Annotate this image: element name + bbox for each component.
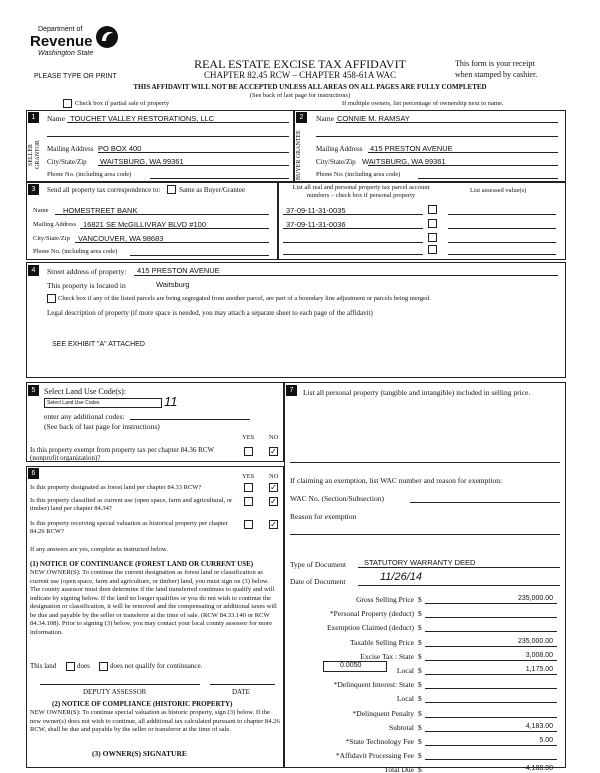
does-not-label: does not qualify for continuance. bbox=[110, 662, 203, 670]
tax-row-currency: $ bbox=[418, 709, 422, 718]
seller-name-field[interactable]: TOUCHET VALLEY RESTORATIONS, LLC bbox=[70, 114, 215, 123]
personal-property-label: List all personal property (tangible and intangible) included in selling price. bbox=[303, 388, 531, 397]
this-land-label: This land bbox=[30, 662, 57, 670]
tax-row-value[interactable]: 5.00 bbox=[539, 737, 553, 744]
compliance-body: NEW OWNER(S): To continue special valuation as historic property, sign (3) below. If the new owner(s) does not wish to continue, all additional tax calculated pursuant to chapter 84.26 RCW, shall be due and payable by the seller or transferor at the time of sale. bbox=[30, 709, 280, 733]
buyer-name-label: Name bbox=[316, 114, 334, 123]
exhibit-text[interactable]: SEE EXHIBIT "A" ATTACHED bbox=[52, 341, 145, 348]
segregated-label: Check box if any of the listed parcels are being segregated from another parcel, are part of a boundary line adjustment or parcels being merged. bbox=[58, 295, 431, 302]
wac-label: WAC No. (Section/Subsection) bbox=[290, 494, 384, 503]
tax-row-label: Taxable Selling Price bbox=[349, 638, 414, 647]
corr-city-label: City/State/Zip bbox=[33, 235, 70, 242]
tax-row-currency: $ bbox=[418, 765, 422, 773]
historic-yes-checkbox[interactable] bbox=[244, 520, 253, 529]
seller-city-field[interactable]: WAITSBURG, WA 99361 bbox=[100, 157, 184, 166]
street-label: Street address of property: bbox=[47, 267, 127, 276]
buyer-mail-field[interactable]: 415 PRESTON AVENUE bbox=[370, 144, 453, 153]
form-chapter: CHAPTER 82.45 RCW – CHAPTER 458-61A WAC bbox=[204, 70, 396, 80]
deputy-signature-line[interactable] bbox=[40, 684, 200, 685]
property-section bbox=[26, 262, 566, 378]
buyer-phone-label: Phone No. (including area code) bbox=[316, 171, 401, 178]
if-yes-note: If any answers are yes, complete as instructed below. bbox=[30, 546, 168, 553]
buyer-city-label: City/State/Zip bbox=[316, 158, 356, 166]
compliance-title: (2) NOTICE OF COMPLIANCE (HISTORIC PROPERTY) bbox=[52, 700, 233, 708]
section5-no-header: NO bbox=[269, 434, 279, 441]
doc-date-label: Date of Document bbox=[290, 577, 346, 586]
corr-name-label: Name bbox=[33, 207, 49, 214]
parcel-assessed-field[interactable] bbox=[448, 214, 556, 215]
tax-row-label: *Personal Property (deduct) bbox=[329, 609, 414, 618]
section-1-number: 1 bbox=[28, 112, 39, 123]
tax-row-label: *Delinquent Interest: State bbox=[333, 680, 414, 689]
parcel-personal-checkbox[interactable] bbox=[428, 205, 437, 214]
tax-row-value[interactable]: 235,000.00 bbox=[517, 638, 553, 645]
owner-signature-title: (3) OWNER(S) SIGNATURE bbox=[92, 749, 187, 758]
additional-codes-label: enter any additional codes: bbox=[44, 412, 125, 421]
seller-mail-label: Mailing Address bbox=[47, 145, 94, 153]
warning-text: THIS AFFIDAVIT WILL NOT BE ACCEPTED UNLESS ALL AREAS ON ALL PAGES ARE FULLY COMPLETED bbox=[133, 83, 487, 91]
doc-date-field[interactable]: 11/26/14 bbox=[380, 571, 423, 583]
exempt-no-checkbox[interactable]: ✓ bbox=[270, 447, 277, 456]
tax-row-currency: $ bbox=[418, 609, 422, 618]
partial-sale-checkbox[interactable] bbox=[63, 99, 72, 108]
exemption-label: If claiming an exemption, list WAC number and reason for exemption: bbox=[290, 476, 503, 485]
buyer-name-field[interactable]: CONNIE M. RAMSAY bbox=[337, 114, 410, 123]
tax-row-currency: $ bbox=[418, 652, 422, 661]
form-title: REAL ESTATE EXCISE TAX AFFIDAVIT bbox=[194, 57, 406, 71]
see-back-text: (See back of last page for instructions) bbox=[249, 92, 351, 99]
tax-row-label: *Affidavit Processing Fee bbox=[335, 751, 414, 760]
tax-row-label: *Delinquent Penalty bbox=[352, 709, 414, 718]
corr-name-field[interactable]: HOMESTREET BANK bbox=[63, 206, 138, 215]
reason-label: Reason for exemption bbox=[290, 512, 357, 521]
tax-row-label: Local bbox=[396, 694, 414, 703]
exempt-yes-checkbox[interactable] bbox=[244, 447, 253, 456]
does-not-qualify-checkbox[interactable] bbox=[99, 662, 108, 671]
current-use-no-checkbox[interactable]: ✓ bbox=[270, 497, 277, 506]
tax-row-currency: $ bbox=[418, 595, 422, 604]
revenue-logo bbox=[30, 22, 130, 66]
parcel-personal-checkbox[interactable] bbox=[428, 245, 437, 254]
seller-name-label: Name bbox=[47, 114, 65, 123]
tax-row-value[interactable]: 3,008.00 bbox=[525, 652, 553, 659]
tax-row-currency: $ bbox=[418, 694, 422, 703]
buyer-mail-label: Mailing Address bbox=[316, 145, 363, 153]
tax-row-label: Local bbox=[396, 666, 414, 675]
doc-type-field[interactable]: STATUTORY WARRANTY DEED bbox=[364, 558, 476, 567]
tax-row-value[interactable]: 1,175.00 bbox=[525, 666, 553, 673]
historic-no-checkbox[interactable]: ✓ bbox=[270, 520, 277, 529]
legal-desc-label: Legal description of property (if more space is needed, you may attach a separate sheet to each page of the affidavit) bbox=[47, 309, 373, 317]
tax-row-currency: $ bbox=[418, 680, 422, 689]
does-label: does bbox=[77, 662, 90, 670]
tax-row-currency: $ bbox=[418, 751, 422, 760]
logo-dept-state: Washington State bbox=[38, 50, 94, 57]
section6-yes-header: YES bbox=[242, 473, 255, 480]
doc-type-label: Type of Document bbox=[290, 560, 347, 569]
corr-mail-field[interactable]: 16821 SE McGILLIVRAY BLVD #100 bbox=[83, 220, 206, 229]
section-3-number: 3 bbox=[28, 184, 39, 195]
logo-dept-big: Revenue bbox=[30, 33, 93, 50]
multiple-owners-note: If multiple owners, list percentage of ownership next to name. bbox=[342, 100, 504, 107]
land-use-select[interactable] bbox=[44, 398, 162, 408]
tax-row-label: *State Technology Fee bbox=[345, 737, 414, 746]
parcel-personal-checkbox[interactable] bbox=[428, 233, 437, 242]
same-as-buyer-label: Same as Buyer/Grantee bbox=[179, 186, 246, 194]
section-5-number: 5 bbox=[28, 385, 39, 396]
street-field[interactable]: 415 PRESTON AVENUE bbox=[137, 266, 220, 275]
section-7-number: 7 bbox=[286, 385, 297, 396]
buyer-city-field[interactable]: WAITSBURG, WA 99361 bbox=[362, 157, 446, 166]
continuance-body: NEW OWNER(S): To continue the current designation as forest land or classification as current use (open space, farm and agriculture, or timber) land, you must sign on (3) below. The county assessor must then determine if the land transferred continues to qualify and will indicate by signing below. If the land no longer qualifies or you do not wish to continue the designation or classification, it will be removed and the compensating or additional taxes will be due and payable by the seller or transferor at the time of sale. (RCW 84.33.140 or RCW 84.34.108). Prior to signing (3) below, you may contact your local county assessor for more information. bbox=[30, 569, 277, 636]
tax-row-currency: $ bbox=[418, 737, 422, 746]
tax-row-label: Excise Tax : State bbox=[360, 652, 414, 661]
wac-field[interactable] bbox=[410, 502, 560, 503]
partial-sale-label: Check box if partial sale of property bbox=[75, 100, 170, 107]
does-qualify-checkbox[interactable] bbox=[66, 662, 75, 671]
parcel-assessed-field[interactable] bbox=[448, 228, 556, 229]
section5-yes-header: YES bbox=[242, 434, 255, 441]
land-use-select-value: Select Land Use Codes bbox=[47, 400, 100, 406]
land-use-see-back: (See back of last page for instructions) bbox=[44, 422, 160, 431]
continuance-title: (1) NOTICE OF CONTINUANCE (FOREST LAND OR CURRENT USE) bbox=[30, 560, 254, 568]
seller-phone-label: Phone No. (including area code) bbox=[47, 171, 132, 178]
seller-city-label: City/State/Zip bbox=[47, 158, 87, 166]
parcels-header-2: numbers – check box if personal property bbox=[306, 192, 416, 199]
exempt-question: Is this property exempt from property tax per chapter 84.36 RCW (nonprofit organization)? bbox=[30, 446, 214, 462]
land-use-label: Select Land Use Code(s): bbox=[44, 387, 126, 396]
please-type: PLEASE TYPE OR PRINT bbox=[34, 73, 117, 80]
forest-no-checkbox[interactable]: ✓ bbox=[270, 483, 277, 492]
assessed-header: List assessed value(s) bbox=[470, 187, 527, 194]
parcel-assessed-field[interactable] bbox=[448, 254, 556, 255]
section6-no-header: NO bbox=[269, 473, 279, 480]
additional-codes-field[interactable] bbox=[130, 419, 250, 420]
receipt-note-2: when stamped by cashier. bbox=[455, 70, 538, 79]
tax-row-value[interactable]: 4,183.00 bbox=[525, 723, 553, 730]
parcel-personal-checkbox[interactable] bbox=[428, 219, 437, 228]
seller-mail-field[interactable]: PO BOX 400 bbox=[98, 144, 142, 153]
tax-row-value[interactable]: 4,188.00 bbox=[525, 765, 553, 772]
tax-row-currency: $ bbox=[418, 623, 422, 632]
section-6-number: 6 bbox=[28, 468, 39, 479]
same-as-buyer-checkbox[interactable] bbox=[167, 185, 176, 194]
parcel-number[interactable]: 37-09-11-31-0036 bbox=[286, 220, 346, 229]
tax-row-label: Exemption Claimed (deduct) bbox=[326, 623, 414, 632]
corr-phone-label: Phone No. (including area code) bbox=[33, 248, 118, 255]
send-correspondence-label: Send all property tax correspondence to: bbox=[47, 186, 161, 194]
tax-row-label: Subtotal bbox=[388, 723, 414, 732]
seller-side-label: SELLER GRANTOR bbox=[28, 140, 41, 170]
corr-mail-label: Mailing Address bbox=[33, 221, 77, 228]
section-4-number: 4 bbox=[28, 265, 39, 276]
segregated-checkbox[interactable] bbox=[47, 294, 56, 303]
current-use-question: Is this property classified as current use (open space, farm and agricultural, or timber) land per chapter 84.34? bbox=[30, 497, 233, 512]
forest-question: Is this property designated as forest land per chapter 84.33 RCW? bbox=[30, 484, 202, 491]
parcel-number[interactable]: 37-09-11-31-0035 bbox=[286, 206, 346, 215]
located-field[interactable]: Waitsburg bbox=[156, 280, 190, 289]
located-label: This property is located in bbox=[47, 281, 126, 290]
deputy-label: DEPUTY ASSESSOR bbox=[83, 688, 147, 696]
tax-row-currency: $ bbox=[418, 638, 422, 647]
tax-row-currency: $ bbox=[418, 666, 422, 675]
handwritten-land-code: 11 bbox=[164, 394, 178, 409]
parcels-header-1: List all real and personal property tax parcel account bbox=[292, 184, 430, 191]
logo-swirl-icon bbox=[94, 24, 120, 50]
corr-city-field[interactable]: VANCOUVER, WA 98683 bbox=[78, 234, 164, 243]
receipt-note-1: This form is your receipt bbox=[455, 59, 535, 68]
forest-yes-checkbox[interactable] bbox=[244, 483, 253, 492]
date-label: DATE bbox=[232, 688, 250, 696]
deputy-date-line[interactable] bbox=[210, 684, 275, 685]
parcel-assessed-field[interactable] bbox=[448, 242, 556, 243]
tax-row-value[interactable]: 235,000.00 bbox=[517, 595, 553, 602]
tax-row-label: Gross Selling Price bbox=[356, 595, 414, 604]
buyer-side-label: BUYER GRANTEE bbox=[296, 130, 302, 180]
tax-row-label: Total Due bbox=[384, 765, 414, 773]
current-use-yes-checkbox[interactable] bbox=[244, 497, 253, 506]
local-rate-value: 0.0050 bbox=[340, 662, 362, 669]
historic-question: Is this property receiving special valuation as historical property per chapter 84.26 RCW? bbox=[30, 520, 228, 535]
tax-row-currency: $ bbox=[418, 723, 422, 732]
logo-dept-small: Department of bbox=[38, 26, 83, 33]
section-2-number: 2 bbox=[296, 112, 307, 123]
reason-field[interactable] bbox=[290, 534, 560, 535]
